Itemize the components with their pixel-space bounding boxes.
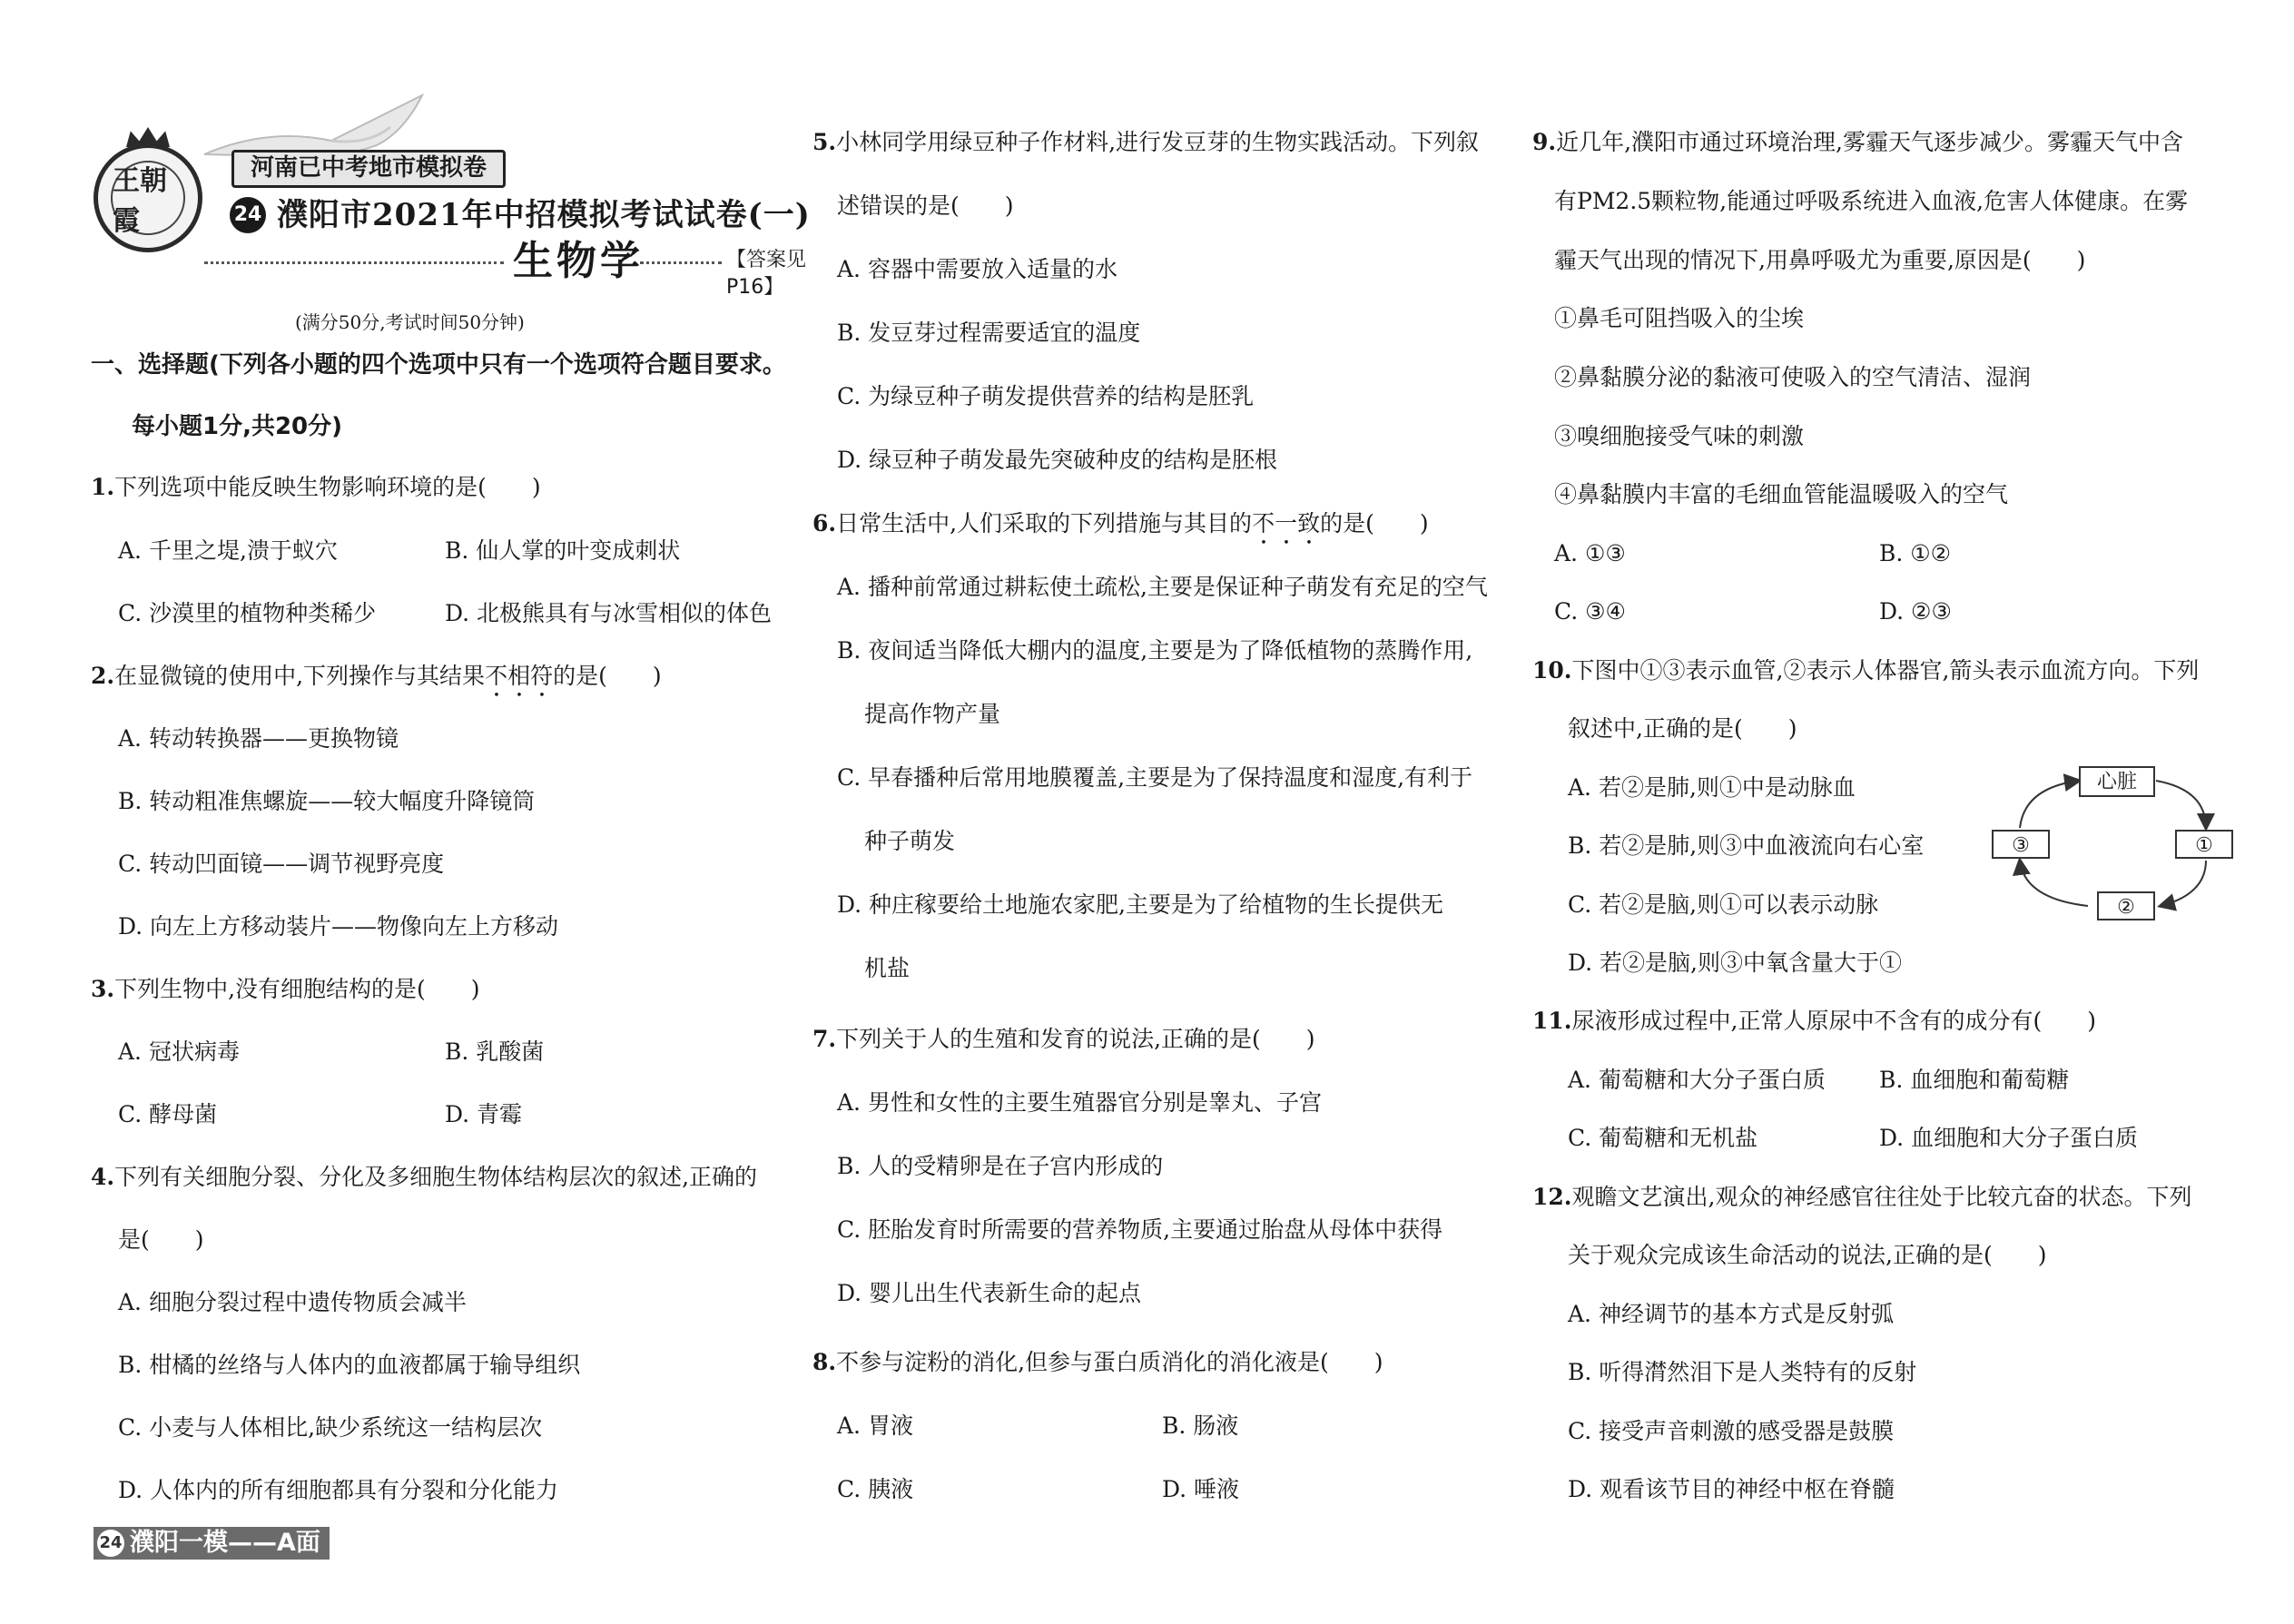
logo-text: 王朝霞 xyxy=(111,161,185,235)
q5-option-c: C. 为绿豆种子萌发提供营养的结构是胚乳 xyxy=(837,383,1255,409)
q8-option-b: B. 肠液 xyxy=(1162,1412,1239,1439)
question-10-stem: 10.下图中①③表示血管,②表示人体器官,箭头表示血流方向。下列 xyxy=(1532,657,2200,684)
question-4-stem-cont: 是( ) xyxy=(118,1226,204,1253)
q11-option-d: D. 血细胞和大分子蛋白质 xyxy=(1879,1125,2139,1151)
divider xyxy=(204,261,504,264)
q11-option-a: A. 葡萄糖和大分子蛋白质 xyxy=(1568,1067,1826,1093)
q6-option-c: C. 早春播种后常用地膜覆盖,主要是为了保持温度和湿度,有利于 xyxy=(837,764,1473,791)
q9-option-b: B. ①② xyxy=(1879,540,1952,566)
crown-icon xyxy=(126,127,170,147)
q1-option-d: D. 北极熊具有与冰雪相似的体色 xyxy=(445,600,773,626)
q10-option-b: B. 若②是肺,则③中血液流向右心室 xyxy=(1568,832,1925,859)
q9-statement-4: ④鼻黏膜内丰富的毛细血管能温暖吸入的空气 xyxy=(1554,481,2009,507)
q5-option-b: B. 发豆芽过程需要适宜的温度 xyxy=(837,320,1141,346)
section-heading-cont: 每小题1分,共20分) xyxy=(132,413,343,440)
q12-option-b: B. 听得潸然泪下是人类特有的反射 xyxy=(1568,1359,1917,1385)
q7-option-c: C. 胚胎发育时所需要的营养物质,主要通过胎盘从母体中获得 xyxy=(837,1216,1443,1243)
q3-option-b: B. 乳酸菌 xyxy=(445,1038,545,1065)
q9-statement-1: ①鼻毛可阻挡吸入的尘埃 xyxy=(1554,305,1805,331)
q10-option-d: D. 若②是脑,则③中氧含量大于① xyxy=(1568,950,1902,976)
exam-number-badge: 24 xyxy=(230,197,266,233)
section-heading: 一、选择题(下列各小题的四个选项中只有一个选项符合题目要求。 xyxy=(91,351,786,379)
q1-option-b: B. 仙人掌的叶变成刺状 xyxy=(445,537,681,564)
question-11-stem: 11.尿液形成过程中,正常人原尿中不含有的成分有( ) xyxy=(1532,1008,2096,1034)
q2-option-d: D. 向左上方移动装片——物像向左上方移动 xyxy=(118,913,559,940)
series-banner: 河南已中考地市模拟卷 xyxy=(231,150,506,188)
publisher-logo xyxy=(94,143,202,252)
organ-2-box: ② xyxy=(2097,891,2155,920)
question-7-stem: 7.下列关于人的生殖和发育的说法,正确的是( ) xyxy=(812,1026,1315,1052)
q7-option-d: D. 婴儿出生代表新生命的起点 xyxy=(837,1280,1142,1306)
q2-option-c: C. 转动凹面镜——调节视野亮度 xyxy=(118,851,445,877)
q10-option-a: A. 若②是肺,则①中是动脉血 xyxy=(1568,774,1856,801)
exam-header xyxy=(86,91,812,309)
question-12-stem-cont: 关于观众完成该生命活动的说法,正确的是( ) xyxy=(1568,1242,2047,1268)
q6-option-b-cont: 提高作物产量 xyxy=(864,701,1001,727)
q12-option-a: A. 神经调节的基本方式是反射弧 xyxy=(1568,1301,1894,1327)
question-5-stem-cont: 述错误的是( ) xyxy=(837,192,1014,219)
heart-box: 心脏 xyxy=(2079,766,2155,797)
q3-option-d: D. 青霉 xyxy=(445,1101,523,1127)
subject-title: 生物学 xyxy=(513,238,644,284)
q6-option-c-cont: 种子萌发 xyxy=(864,828,956,854)
q5-option-a: A. 容器中需要放入适量的水 xyxy=(837,256,1117,282)
q7-option-b: B. 人的受精卵是在子宫内形成的 xyxy=(837,1153,1164,1179)
exam-title: 濮阳市2021年中招模拟考试试卷(一) xyxy=(277,197,811,233)
question-12-stem: 12.观瞻文艺演出,观众的神经感官往往处于比较亢奋的状态。下列 xyxy=(1532,1184,2192,1210)
q9-option-d: D. ②③ xyxy=(1879,598,1952,625)
footer-number-badge: 24 xyxy=(97,1530,124,1557)
q9-option-c: C. ③④ xyxy=(1554,598,1626,625)
q5-option-d: D. 绿豆种子萌发最先突破种皮的结构是胚根 xyxy=(837,447,1278,473)
question-9-stem-cont2: 霾天气出现的情况下,用鼻呼吸尤为重要,原因是( ) xyxy=(1554,247,2086,273)
q8-option-c: C. 胰液 xyxy=(837,1476,914,1502)
q3-option-a: A. 冠状病毒 xyxy=(118,1038,240,1065)
q12-option-d: D. 观看该节目的神经中枢在脊髓 xyxy=(1568,1476,1895,1502)
blood-flow-diagram xyxy=(1988,763,2224,926)
question-1-stem: 1.下列选项中能反映生物影响环境的是( ) xyxy=(91,474,541,500)
q6-option-a: A. 播种前常通过耕耘使土疏松,主要是保证种子萌发有充足的空气 xyxy=(837,574,1488,600)
question-5-stem: 5.小林同学用绿豆种子作材料,进行发豆芽的生物实践活动。下列叙 xyxy=(812,129,1480,155)
footer-label: 濮阳一模——A面 xyxy=(130,1529,320,1557)
q6-option-b: B. 夜间适当降低大棚内的温度,主要是为了降低植物的蒸腾作用, xyxy=(837,637,1473,664)
q6-option-d: D. 种庄稼要给土地施农家肥,主要是为了给植物的生长提供无 xyxy=(837,891,1443,918)
q6-option-d-cont: 机盐 xyxy=(864,955,911,981)
page-footer-tag xyxy=(94,1527,330,1560)
q11-option-c: C. 葡萄糖和无机盐 xyxy=(1568,1125,1758,1151)
q7-option-a: A. 男性和女性的主要生殖器官分别是睾丸、子宫 xyxy=(837,1089,1322,1116)
q9-statement-2: ②鼻黏膜分泌的黏液可使吸入的空气清洁、湿润 xyxy=(1554,364,2032,390)
question-8-stem: 8.不参与淀粉的消化,但参与蛋白质消化的消化液是( ) xyxy=(812,1349,1383,1375)
answer-reference: 【答案见P16】 xyxy=(726,249,807,299)
q2-option-a: A. 转动转换器——更换物镜 xyxy=(118,725,399,752)
q4-option-c: C. 小麦与人体相比,缺少系统这一结构层次 xyxy=(118,1414,543,1441)
q11-option-b: B. 血细胞和葡萄糖 xyxy=(1879,1067,2070,1093)
question-3-stem: 3.下列生物中,没有细胞结构的是( ) xyxy=(91,976,480,1002)
question-9-stem: 9.近几年,濮阳市通过环境治理,雾霾天气逐步减少。雾霾天气中含 xyxy=(1532,129,2184,155)
question-10-stem-cont: 叙述中,正确的是( ) xyxy=(1568,715,1797,742)
q9-statement-3: ③嗅细胞接受气味的刺激 xyxy=(1554,423,1805,449)
divider xyxy=(640,261,722,264)
vessel-3-box: ③ xyxy=(1992,830,2050,859)
q10-option-c: C. 若②是脑,则①可以表示动脉 xyxy=(1568,891,1879,918)
question-4-stem: 4.下列有关细胞分裂、分化及多细胞生物体结构层次的叙述,正确的 xyxy=(91,1164,758,1190)
q4-option-a: A. 细胞分裂过程中遗传物质会减半 xyxy=(118,1289,467,1315)
q2-option-b: B. 转动粗准焦螺旋——较大幅度升降镜筒 xyxy=(118,788,536,814)
question-6-stem: 6.日常生活中,人们采取的下列措施与其目的不一致的是( ) xyxy=(812,510,1429,536)
q8-option-d: D. 唾液 xyxy=(1162,1476,1240,1502)
q1-option-a: A. 千里之堤,溃于蚁穴 xyxy=(118,537,338,564)
q8-option-a: A. 胃液 xyxy=(837,1412,913,1439)
q3-option-c: C. 酵母菌 xyxy=(118,1101,218,1127)
q9-option-a: A. ①③ xyxy=(1554,540,1626,566)
q4-option-b: B. 柑橘的丝络与人体内的血液都属于输导组织 xyxy=(118,1352,581,1378)
question-2-stem: 2.在显微镜的使用中,下列操作与其结果不相符的是( ) xyxy=(91,663,662,689)
vessel-1-box: ① xyxy=(2175,830,2233,859)
exam-info: (满分50分,考试时间50分钟) xyxy=(295,311,525,333)
q1-option-c: C. 沙漠里的植物种类稀少 xyxy=(118,600,377,626)
question-9-stem-cont: 有PM2.5颗粒物,能通过呼吸系统进入血液,危害人体健康。在雾 xyxy=(1554,188,2189,214)
q4-option-d: D. 人体内的所有细胞都具有分裂和分化能力 xyxy=(118,1477,559,1503)
q12-option-c: C. 接受声音刺激的感受器是鼓膜 xyxy=(1568,1418,1895,1444)
